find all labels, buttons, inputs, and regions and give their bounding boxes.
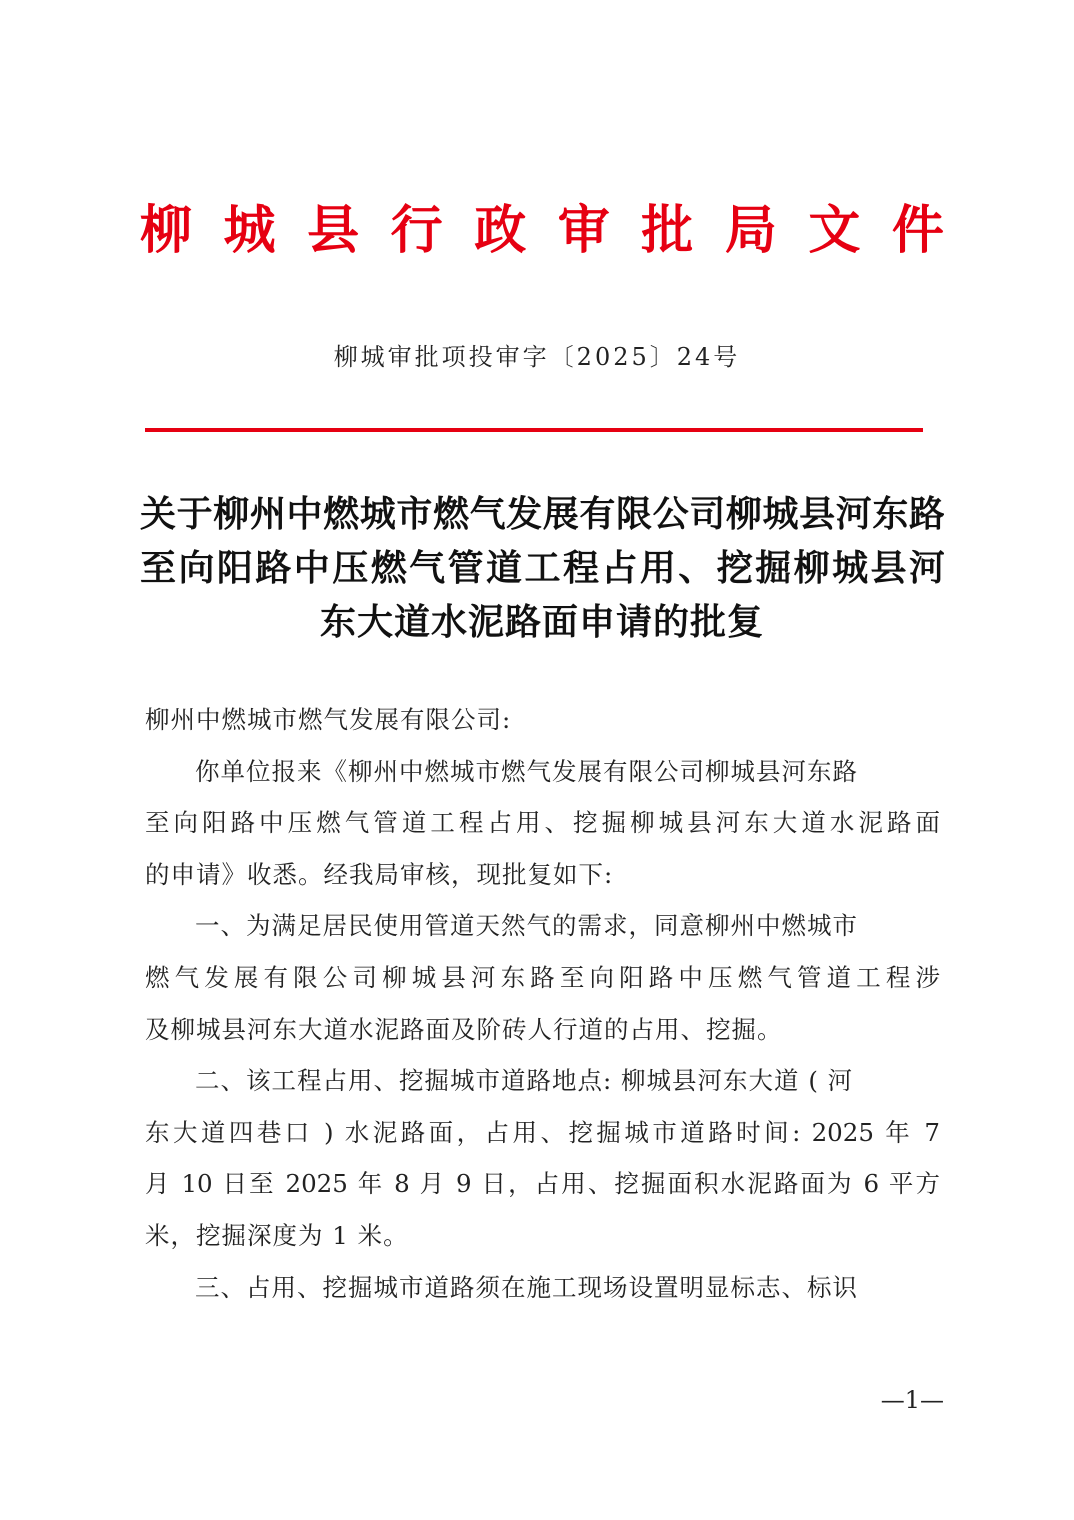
header-title-char: 件 bbox=[891, 200, 944, 261]
paragraph-line: 二、该工程占用、挖掘城市道路地点: 柳城县河东大道 ( 河 bbox=[195, 1066, 854, 1096]
document-subject bbox=[140, 488, 944, 650]
header-title-char: 政 bbox=[474, 200, 527, 261]
subject-line: 至向阳路中压燃气管道工程占用、挖掘柳城县河 bbox=[140, 548, 944, 589]
document-number: 柳城审批项投审字〔2025〕24号 bbox=[333, 343, 741, 371]
page-number: —1— bbox=[880, 1386, 944, 1414]
paragraph-line: 你单位报来《柳州中燃城市燃气发展有限公司柳城县河东路 bbox=[195, 756, 858, 786]
paragraph-line: 米，挖掘深度为 1 米。 bbox=[145, 1220, 409, 1250]
header-title-char: 县 bbox=[307, 200, 360, 261]
paragraph-line: 至向阳路中压燃气管道工程占用、挖掘柳城县河东大道水泥路面 bbox=[145, 808, 940, 838]
document-header-title bbox=[140, 198, 944, 264]
paragraph-line: 月 10 日至 2025 年 8 月 9 日，占用、挖掘面积水泥路面为 6 平方 bbox=[145, 1169, 940, 1199]
paragraph-line: 及柳城县河东大道水泥路面及阶砖人行道的占用、挖掘。 bbox=[145, 1014, 783, 1044]
header-title-char: 柳 bbox=[140, 200, 193, 261]
header-title-char: 文 bbox=[808, 200, 861, 261]
header-title-char: 局 bbox=[724, 200, 777, 261]
subject-line: 关于柳州中燃城市燃气发展有限公司柳城县河东路 bbox=[140, 494, 944, 535]
salutation: 柳州中燃城市燃气发展有限公司: bbox=[145, 705, 512, 734]
subject-line: 东大道水泥路面申请的批复 bbox=[319, 602, 764, 643]
paragraph-line: 燃气发展有限公司柳城县河东路至向阳路中压燃气管道工程涉 bbox=[145, 962, 940, 992]
header-title-char: 审 bbox=[557, 200, 610, 261]
header-title-char: 城 bbox=[223, 200, 276, 261]
paragraph-line: 三、占用、挖掘城市道路须在施工现场设置明显标志、标识 bbox=[195, 1272, 858, 1302]
header-title-char: 行 bbox=[390, 200, 443, 261]
header-title-char: 批 bbox=[641, 200, 694, 261]
red-separator-line bbox=[145, 428, 923, 432]
paragraph-line: 一、为满足居民使用管道天然气的需求，同意柳州中燃城市 bbox=[195, 911, 858, 941]
document-body bbox=[145, 700, 940, 1319]
paragraph-line: 东大道四巷口 ) 水泥路面，占用、挖掘城市道路时间: 2025 年 7 bbox=[145, 1117, 940, 1147]
paragraph-line: 的申请》收悉。经我局审核，现批复如下: bbox=[145, 859, 614, 889]
